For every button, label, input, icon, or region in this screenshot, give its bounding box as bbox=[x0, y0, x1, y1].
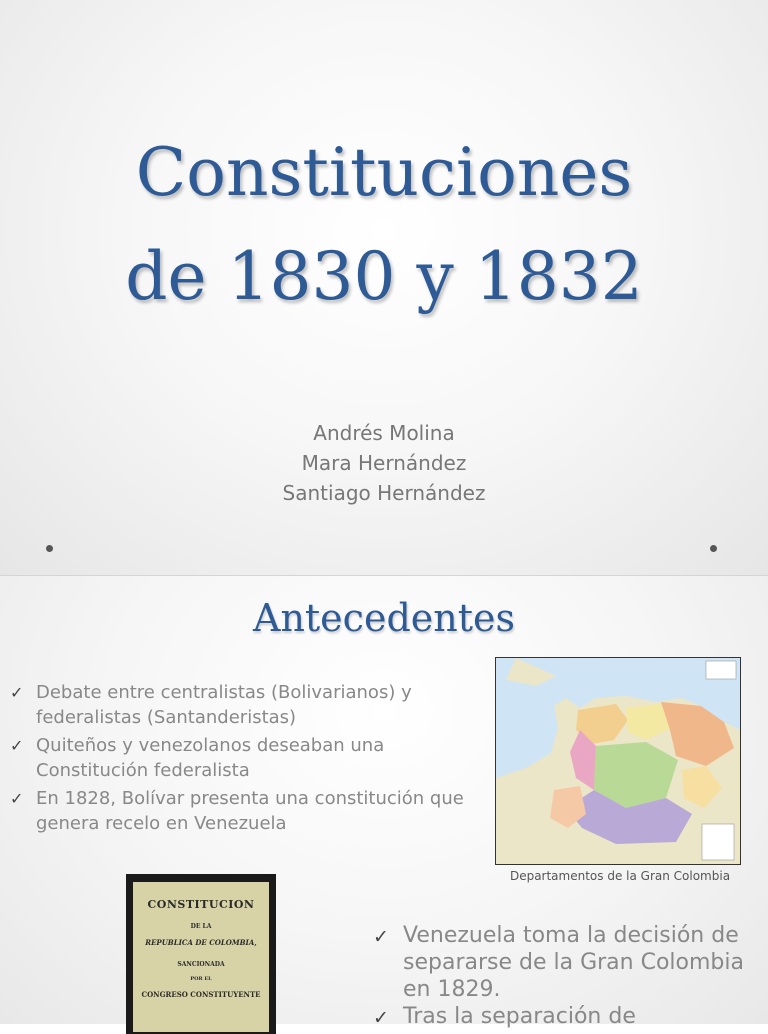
document-text: CONGRESO CONSTITUYENTE bbox=[141, 990, 261, 999]
map-graphic bbox=[496, 658, 740, 864]
check-icon: ✓ bbox=[373, 1007, 389, 1029]
bullet-item bbox=[10, 786, 480, 836]
gran-colombia-map-image bbox=[495, 657, 741, 865]
bullet-list bbox=[10, 680, 480, 839]
author-name: Mara Hernández bbox=[301, 451, 467, 475]
document-text: REPUBLICA DE COLOMBIA, bbox=[145, 938, 257, 947]
decorative-dot bbox=[46, 545, 53, 552]
decorative-dot bbox=[710, 545, 717, 552]
bullet-text: Debate entre centralistas (Bolivarianos) y federalistas (Santanderistas) bbox=[36, 682, 412, 728]
check-icon: ✓ bbox=[10, 683, 24, 702]
bullet-text: Quiteños y venezolanos deseaban una Constitución federalista bbox=[36, 735, 385, 781]
authors-list bbox=[0, 418, 768, 508]
bullet-item bbox=[373, 922, 763, 1003]
slide-title-line1: Constituciones bbox=[135, 134, 633, 211]
bullet-item bbox=[10, 733, 480, 783]
bullet-text: Tras la separación de bbox=[403, 1004, 636, 1029]
secondary-bullet-list bbox=[373, 922, 763, 1030]
bullet-text: En 1828, Bolívar presenta una constitución que genera recelo en Venezuela bbox=[36, 788, 464, 834]
slide-title-line2: de 1830 y 1832 bbox=[125, 238, 643, 315]
document-text: DE LA bbox=[190, 923, 212, 930]
author-name: Santiago Hernández bbox=[282, 481, 486, 505]
check-icon: ✓ bbox=[10, 789, 24, 808]
section-heading: Antecedentes bbox=[253, 596, 515, 640]
bullet-item bbox=[10, 680, 480, 730]
document-text: CONSTITUCION bbox=[147, 898, 255, 911]
check-icon: ✓ bbox=[10, 736, 24, 755]
map-caption: Departamentos de la Gran Colombia bbox=[509, 869, 731, 883]
check-icon: ✓ bbox=[373, 926, 389, 948]
bullet-item bbox=[373, 1003, 763, 1030]
constitution-document-image bbox=[126, 874, 276, 1034]
document-text: POR EL bbox=[190, 976, 212, 982]
bullet-text: Venezuela toma la decisión de separarse de la Gran Colombia en 1829. bbox=[403, 923, 744, 1002]
author-name: Andrés Molina bbox=[313, 421, 455, 445]
document-text: SANCIONADA bbox=[177, 961, 225, 968]
document-page bbox=[133, 882, 269, 1032]
